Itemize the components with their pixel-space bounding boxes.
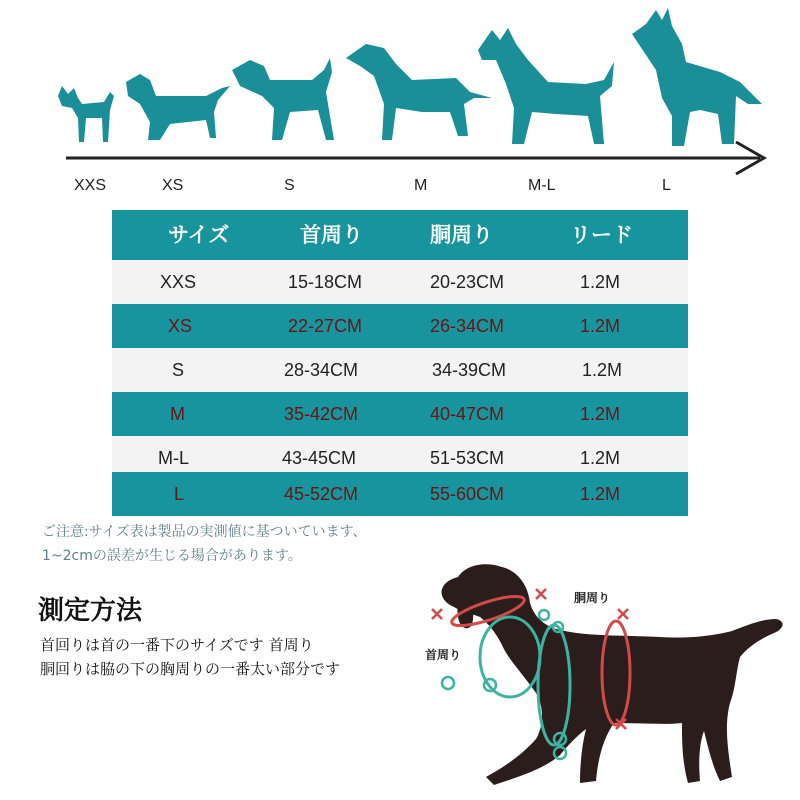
dog-xs-silhouette — [126, 74, 230, 140]
note-line-2: 1~2cmの誤差が生じる場合があります。 — [42, 548, 302, 564]
dog-size-silhouettes — [0, 0, 800, 190]
dog-xxs-silhouette — [58, 86, 114, 142]
cell-neck: 45-52CM — [284, 484, 359, 504]
dog-s-silhouette — [232, 58, 334, 140]
table-header — [112, 210, 688, 260]
size-label-l: L — [662, 177, 671, 194]
size-label-s: S — [284, 177, 295, 194]
table-row — [112, 392, 688, 436]
table-row — [112, 348, 688, 392]
size-label-xs: XS — [162, 177, 184, 194]
diagram-body-label: 胴周り — [574, 591, 611, 605]
table-row — [112, 304, 688, 348]
marker-circle — [442, 677, 454, 689]
dog-m-silhouette — [346, 44, 492, 140]
cell-chest: 20-23CM — [430, 272, 505, 292]
method-title: 測定方法 — [38, 596, 143, 626]
cell-neck: 15-18CM — [288, 272, 363, 292]
cell-leash: 1.2M — [580, 316, 621, 336]
header-size: サイズ — [168, 223, 230, 247]
cell-size: L — [174, 484, 185, 504]
cell-size: XXS — [160, 272, 197, 292]
x-mark — [536, 589, 546, 599]
cell-size: S — [172, 360, 185, 380]
labrador-silhouette — [442, 564, 783, 785]
cell-neck: 43-45CM — [282, 448, 357, 468]
dog-ml-silhouette — [478, 28, 614, 144]
cell-neck: 28-34CM — [284, 360, 359, 380]
cell-size: M-L — [158, 448, 189, 468]
cell-neck: 22-27CM — [288, 316, 363, 336]
cell-size: XS — [168, 316, 193, 336]
cell-chest: 26-34CM — [430, 316, 505, 336]
header-leash: リード — [570, 223, 633, 247]
cell-leash: 1.2M — [582, 360, 623, 380]
cell-leash: 1.2M — [580, 448, 621, 468]
cell-leash: 1.2M — [580, 272, 621, 292]
size-label-xxs: XXS — [74, 177, 107, 194]
x-mark — [432, 609, 442, 619]
cell-size: M — [170, 404, 185, 424]
cell-chest: 40-47CM — [430, 404, 505, 424]
size-table — [112, 210, 688, 516]
table-row — [112, 472, 688, 516]
marker-circle — [539, 610, 549, 620]
note-line-1: ご注意:サイズ表は製品の実測値に基ついています、 — [42, 524, 367, 540]
dog-l-silhouette — [632, 8, 762, 146]
header-chest: 胴周り — [430, 223, 493, 247]
cell-chest: 51-53CM — [430, 448, 505, 468]
cell-leash: 1.2M — [580, 484, 621, 504]
x-mark — [618, 609, 628, 619]
diagram-neck-label: 首周り — [425, 648, 462, 662]
cell-neck: 35-42CM — [284, 404, 359, 424]
table-row — [112, 260, 688, 304]
size-label-ml: M-L — [528, 177, 556, 194]
cell-leash: 1.2M — [580, 404, 621, 424]
cell-chest: 34-39CM — [432, 360, 507, 380]
method-line-1: 首回りは首の一番下のサイズです 首周り — [40, 636, 314, 654]
cell-chest: 55-60CM — [430, 484, 505, 504]
header-neck: 首周り — [300, 223, 363, 247]
size-label-m: M — [414, 177, 428, 194]
method-line-2: 胴回りは脇の下の胸周りの一番太い部分です — [40, 660, 341, 678]
